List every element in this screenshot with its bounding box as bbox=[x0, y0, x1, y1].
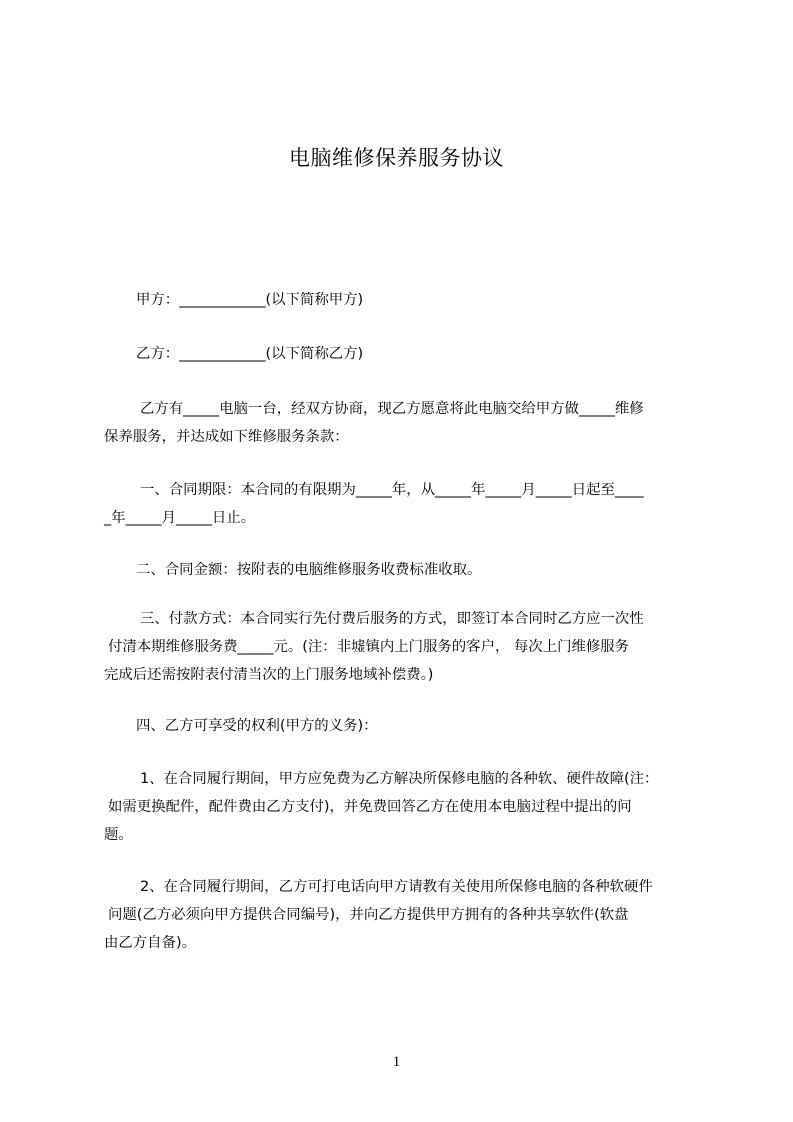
item2-line-2: 问题(乙方必须向甲方提供合同编号)，并向乙方提供甲方拥有的各种共享软件(软盘 bbox=[108, 907, 629, 923]
clause2-line-1: 二、合同金额：按附表的电脑维修服务收费标准收取。 bbox=[136, 562, 482, 578]
item1-line-3: 题。 bbox=[104, 827, 133, 843]
intro-line-2: 保养服务，并达成如下维修服务条款： bbox=[104, 429, 349, 445]
clause3-line-2: 付清本期维修服务费_____元。(注：非墟镇内上门服务的客户， 每次上门维修服务 bbox=[108, 639, 630, 655]
item2-line-1: 2、在合同履行期间，乙方可打电话向甲方请教有关使用所保修电脑的各种软硬件 bbox=[140, 879, 653, 895]
clause3-line-3: 完成后还需按附表付清当次的上门服务地域补偿费。) bbox=[104, 667, 434, 683]
party-a-blank: ____________ bbox=[179, 292, 266, 308]
item1-line-2: 如需更换配件，配件费由乙方支付)，并免费回答乙方在使用本电脑过程中提出的问 bbox=[108, 799, 632, 815]
party-a-line bbox=[136, 286, 732, 314]
party-b-line bbox=[136, 340, 732, 368]
clause4-line-1: 四、乙方可享受的权利(甲方的义务)： bbox=[136, 718, 378, 734]
clause-payment-paragraph bbox=[104, 605, 700, 689]
rights-item-1-paragraph bbox=[104, 765, 700, 849]
item1-line-1: 1、在合同履行期间，甲方应免费为乙方解决所保修电脑的各种软、硬件故障(注： bbox=[140, 771, 659, 787]
item2-line-3: 由乙方自备)。 bbox=[104, 935, 196, 951]
party-a-label: 甲方： bbox=[136, 292, 180, 308]
intro-line-1: 乙方有_____电脑一台，经双方协商，现乙方愿意将此电脑交给甲方做_____维修 bbox=[140, 401, 644, 417]
clause-rights-heading bbox=[104, 712, 700, 740]
party-a-suffix: (以下简称甲方) bbox=[265, 292, 364, 308]
clause-term-paragraph bbox=[104, 476, 700, 532]
party-b-suffix: (以下简称乙方) bbox=[265, 346, 364, 362]
clause1-line-2: _年_____月_____日止。 bbox=[104, 510, 256, 526]
clause1-line-1: 一、合同期限：本合同的有限期为_____年，从_____年_____月_____日起至____ bbox=[140, 482, 644, 498]
page-number: 1 bbox=[392, 1054, 401, 1070]
party-b-label: 乙方： bbox=[136, 346, 180, 362]
clause3-line-1: 三、付款方式：本合同实行先付费后服务的方式，即签订本合同时乙方应一次性 bbox=[140, 611, 644, 627]
rights-item-2-paragraph bbox=[104, 873, 700, 957]
clause-amount-paragraph bbox=[104, 556, 700, 584]
document-title: 电脑维修保养服务协议 bbox=[289, 146, 504, 170]
intro-paragraph bbox=[104, 395, 700, 451]
party-b-blank: ____________ bbox=[179, 346, 266, 362]
